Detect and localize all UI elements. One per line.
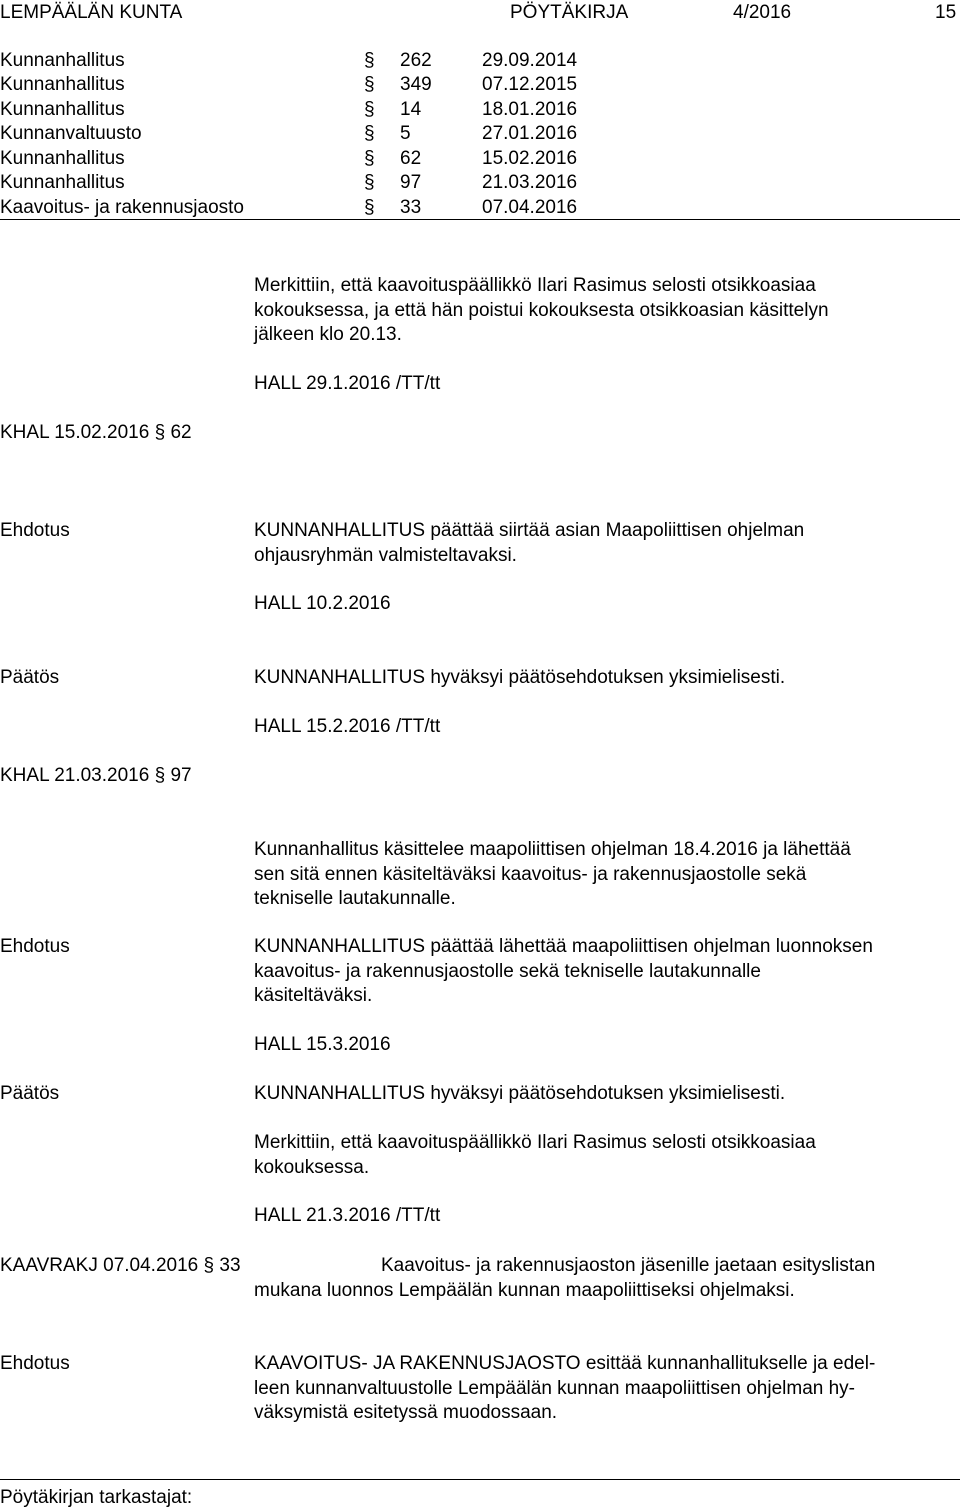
- meeting-note: [254, 1131, 954, 1180]
- signature-line: HALL 10.2.2016: [254, 593, 391, 614]
- intro-line: Kaavoitus- ja rakennusjaoston jäsenille jaetaan esityslistan: [381, 1255, 876, 1276]
- section-number: 97: [170, 765, 192, 786]
- note-line: Merkittiin, että kaavoituspäällikkö Ilari Rasimus selosti otsikkoasiaa: [254, 1132, 816, 1153]
- section-mark: §: [154, 765, 166, 786]
- history-number: 349: [400, 74, 432, 95]
- history-body: Kunnanhallitus: [0, 172, 125, 193]
- section-number: 33: [219, 1255, 241, 1276]
- decision-label: Päätös: [0, 667, 60, 688]
- intro-text: [254, 838, 954, 912]
- proposal-label: Ehdotus: [0, 1353, 70, 1374]
- section-mark: §: [364, 197, 375, 218]
- proposal-line: käsiteltäväksi.: [254, 985, 373, 1006]
- proposal-line: KAAVOITUS- JA RAKENNUSJAOSTO esittää kunnanhallitukselle ja edel-: [254, 1353, 876, 1374]
- proposal-text: [254, 1352, 954, 1426]
- history-number: 97: [400, 172, 422, 193]
- reference-body: KAAVRAKJ 07.04.2016: [0, 1255, 199, 1276]
- section-mark: §: [364, 148, 375, 169]
- signature-line: HALL 15.3.2016: [254, 1034, 391, 1055]
- proposal-line: kaavoitus- ja rakennusjaostolle sekä tekniselle lautakunnalle: [254, 960, 761, 982]
- section-mark: §: [154, 422, 166, 443]
- history-date: 29.09.2014: [482, 50, 578, 71]
- page-number: 15: [935, 2, 957, 23]
- history-number: 62: [400, 148, 422, 169]
- proposal-line: ohjausryhmän valmisteltavaksi.: [254, 544, 517, 566]
- history-date: 07.12.2015: [482, 74, 578, 95]
- note-line: jälkeen klo 20.13.: [254, 324, 402, 345]
- history-number: 33: [400, 197, 422, 218]
- section-number: 62: [170, 422, 192, 443]
- section-mark: §: [364, 99, 375, 120]
- history-number: 5: [400, 123, 411, 144]
- document-type: PÖYTÄKIRJA: [510, 2, 629, 23]
- section-mark: §: [364, 172, 375, 193]
- decision-label: Päätös: [0, 1083, 60, 1104]
- history-date: 21.03.2016: [482, 172, 578, 193]
- proposal-label: Ehdotus: [0, 520, 70, 541]
- section-reference: [0, 421, 192, 445]
- history-date: 07.04.2016: [482, 197, 578, 218]
- signature-line: HALL 21.3.2016 /TT/tt: [254, 1205, 441, 1226]
- signature-line: HALL 15.2.2016 /TT/tt: [254, 716, 441, 737]
- intro-line: sen sitä ennen käsiteltäväksi kaavoitus- ja rakennusjaostolle sekä: [254, 863, 807, 885]
- section-mark: §: [364, 50, 375, 71]
- proposal-line: KUNNANHALLITUS päättää lähettää maapoliittisen ohjelman luonnoksen: [254, 936, 873, 957]
- intro-line: tekniselle lautakunnalle.: [254, 888, 456, 909]
- history-date: 18.01.2016: [482, 99, 578, 120]
- signature-line: HALL 29.1.2016 /TT/tt: [254, 373, 441, 394]
- intro-line: mukana luonnos Lempäälän kunnan maapoliittiseksi ohjelmaksi.: [254, 1280, 795, 1301]
- header-divider: [0, 219, 960, 220]
- section-mark: §: [364, 74, 375, 95]
- proposal-text: [254, 935, 954, 1009]
- reference-body: KHAL 21.03.2016: [0, 765, 150, 786]
- footer-divider: [0, 1479, 960, 1480]
- proposal-line: väksymistä esitetyssä muodossaan.: [254, 1402, 558, 1423]
- note-line: kokouksessa.: [254, 1156, 370, 1178]
- history-number: 262: [400, 50, 432, 71]
- section-mark: §: [364, 123, 375, 144]
- proposal-label: Ehdotus: [0, 936, 70, 957]
- issue-number: 4/2016: [733, 2, 792, 23]
- intro-line: Kunnanhallitus käsittelee maapoliittisen ohjelman 18.4.2016 ja lähettää: [254, 839, 851, 860]
- proposal-text: [254, 519, 954, 568]
- section-reference: [0, 764, 192, 788]
- history-body: Kunnanhallitus: [0, 50, 125, 71]
- municipality-name: LEMPÄÄLÄN KUNTA: [0, 2, 183, 23]
- history-date: 27.01.2016: [482, 123, 578, 144]
- minutes-checkers-label: Pöytäkirjan tarkastajat:: [0, 1487, 193, 1508]
- note-line: kokouksessa, ja että hän poistui kokouksesta otsikkoasian käsittelyn: [254, 299, 829, 321]
- proposal-line: leen kunnanvaltuustolle Lempäälän kunnan maapoliittisen ohjelman hy-: [254, 1377, 856, 1399]
- proposal-line: KUNNANHALLITUS päättää siirtää asian Maapoliittisen ohjelman: [254, 520, 805, 541]
- history-body: Kunnanhallitus: [0, 74, 125, 95]
- note-line: Merkittiin, että kaavoituspäällikkö Ilari Rasimus selosti otsikkoasiaa: [254, 275, 816, 296]
- meeting-note: [254, 274, 954, 348]
- history-body: Kunnanvaltuusto: [0, 123, 142, 144]
- reference-body: KHAL 15.02.2016: [0, 422, 150, 443]
- section-reference: [0, 1254, 241, 1278]
- history-date: 15.02.2016: [482, 148, 578, 169]
- history-body: Kunnanhallitus: [0, 99, 125, 120]
- history-number: 14: [400, 99, 422, 120]
- section-mark: §: [203, 1255, 215, 1276]
- history-body: Kaavoitus- ja rakennusjaosto: [0, 197, 244, 218]
- history-body: Kunnanhallitus: [0, 148, 125, 169]
- decision-text: KUNNANHALLITUS hyväksyi päätösehdotuksen yksimielisesti.: [254, 667, 786, 688]
- decision-text: KUNNANHALLITUS hyväksyi päätösehdotuksen yksimielisesti.: [254, 1083, 786, 1104]
